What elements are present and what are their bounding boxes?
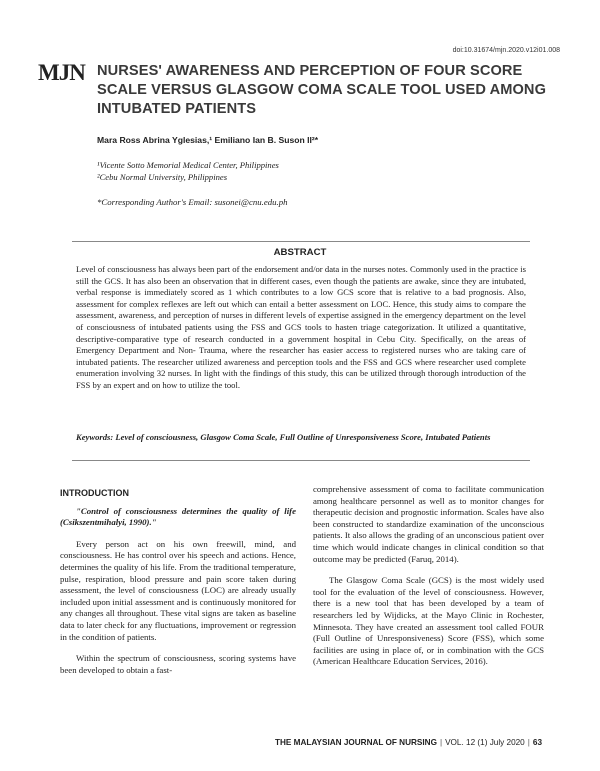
footer-journal: THE MALAYSIAN JOURNAL OF NURSING: [275, 738, 437, 747]
abstract-text: Level of consciousness has always been part of the endorsement and/or data in the nurses notes. Commonly used in the practice is still the GCS. It has also been an observation that in different cases, even though the patients are awake, since they are intubated, verbal response is immediately scored as 1 which contributes to a low GCS score that is relative to a bad prognosis. Also, assessment for complex reflexes are left out which can entail a better assessment on LOC. Hence, this study aims to compare the assessment, awareness, and perception of nurses in different levels of expertise assigned in the emergency department on the level of consciousness of intubated patients using the FSS and GCS tools to hasten triage categorization. It utilized a quantitative, descriptive-comparative type of research conducted in a government hospital in Cebu City. Specifically, on the areas of Emergency Department and Non- Trauma, where the researcher has easier access to registered nurses who are taking care of intubated patients. The researcher utilized awareness and perception tools and the FSS and GCS where researcher used complete enumeration involving 32 nurses. In light with the findings of this study, this can be utilized through thorough introduction of the FSS by an expert and on how to utilize the tool.: [76, 264, 526, 390]
abstract-bottom-divider: [72, 460, 530, 461]
corresponding-author[interactable]: *Corresponding Author's Email: susonei@cnu.edu.ph: [97, 197, 288, 207]
intro-quote: "Control of consciousness determines the quality of life (Csikszentmihalyi, 1990).": [60, 505, 296, 528]
intro-paragraph-3: comprehensive assessment of coma to facilitate communication among healthcare personnel as well as to monitor changes for therapeutic decision and prognostic information. Scales have also been constructed to standardize examination of the unconscious patients. It also allows the grading of an unconscious patient over time which would indicate changes in clinical condition so that outcome may be predicted (Faruq, 2014).: [313, 484, 544, 564]
affiliation-2: ²Cebu Normal University, Philippines: [97, 172, 228, 182]
authors: Mara Ross Abrina Yglesias,¹ Emiliano Ian B. Suson II²*: [97, 135, 319, 145]
footer-page-number: 63: [532, 738, 542, 747]
intro-paragraph-1: Every person act on his own freewill, mind, and consciousness. He has control over his speech and actions. Hence, determines the quality of his life. From the traditional temperature, pulse, respiration, blood pressure and pain score taken during assessment, the level of consciousness (LOC) are already usually included upon initial assessment and is continuously monitored for any changes all throughout. These vital signs are taken as baseline data to later check for any fluctuations, improvement or regression in the condition of patients.: [60, 538, 296, 642]
journal-logo: MJN: [38, 60, 85, 85]
keywords: Keywords: Level of consciousness, Glasgow Coma Scale, Full Outline of Unresponsiveness Score, Intubated Patients: [76, 432, 491, 442]
column-left: [60, 488, 296, 676]
intro-paragraph-4: The Glasgow Coma Scale (GCS) is the most widely used tool for the evaluation of the level of consciousness. However, there is a new tool that has been developed by a team of researchers led by Wijdicks, at the Mayo Clinic in Rochester, Minnesota. They have created an assessment tool called FOUR (Full Outline of Unresponsiveness) Score (FSS), which some facilities are using in place of, or in combination with the GCS (American Healthcare Education Services, 2016).: [313, 575, 544, 667]
abstract-heading: ABSTRACT: [273, 247, 327, 258]
doi[interactable]: doi:10.31674/mjn.2020.v12i01.008: [452, 47, 560, 54]
affiliations: [97, 159, 279, 183]
column-right: [313, 484, 544, 668]
abstract-top-divider: [72, 241, 530, 242]
introduction-heading: INTRODUCTION: [60, 488, 129, 498]
footer-issue: VOL. 12 (1) July 2020: [445, 738, 525, 747]
affiliation-1: ¹Vicente Sotto Memorial Medical Center, Philippines: [97, 160, 279, 170]
page-footer: THE MALAYSIAN JOURNAL OF NURSING | VOL. 12 (1) July 2020 | 63: [275, 738, 542, 747]
paper-title: NURSES' AWARENESS AND PERCEPTION OF FOUR SCORE SCALE VERSUS GLASGOW COMA SCALE TOOL USED AMONG INTUBATED PATIENTS: [97, 63, 547, 117]
intro-paragraph-2: Within the spectrum of consciousness, scoring systems have been developed to obtain a fast-: [60, 653, 296, 675]
